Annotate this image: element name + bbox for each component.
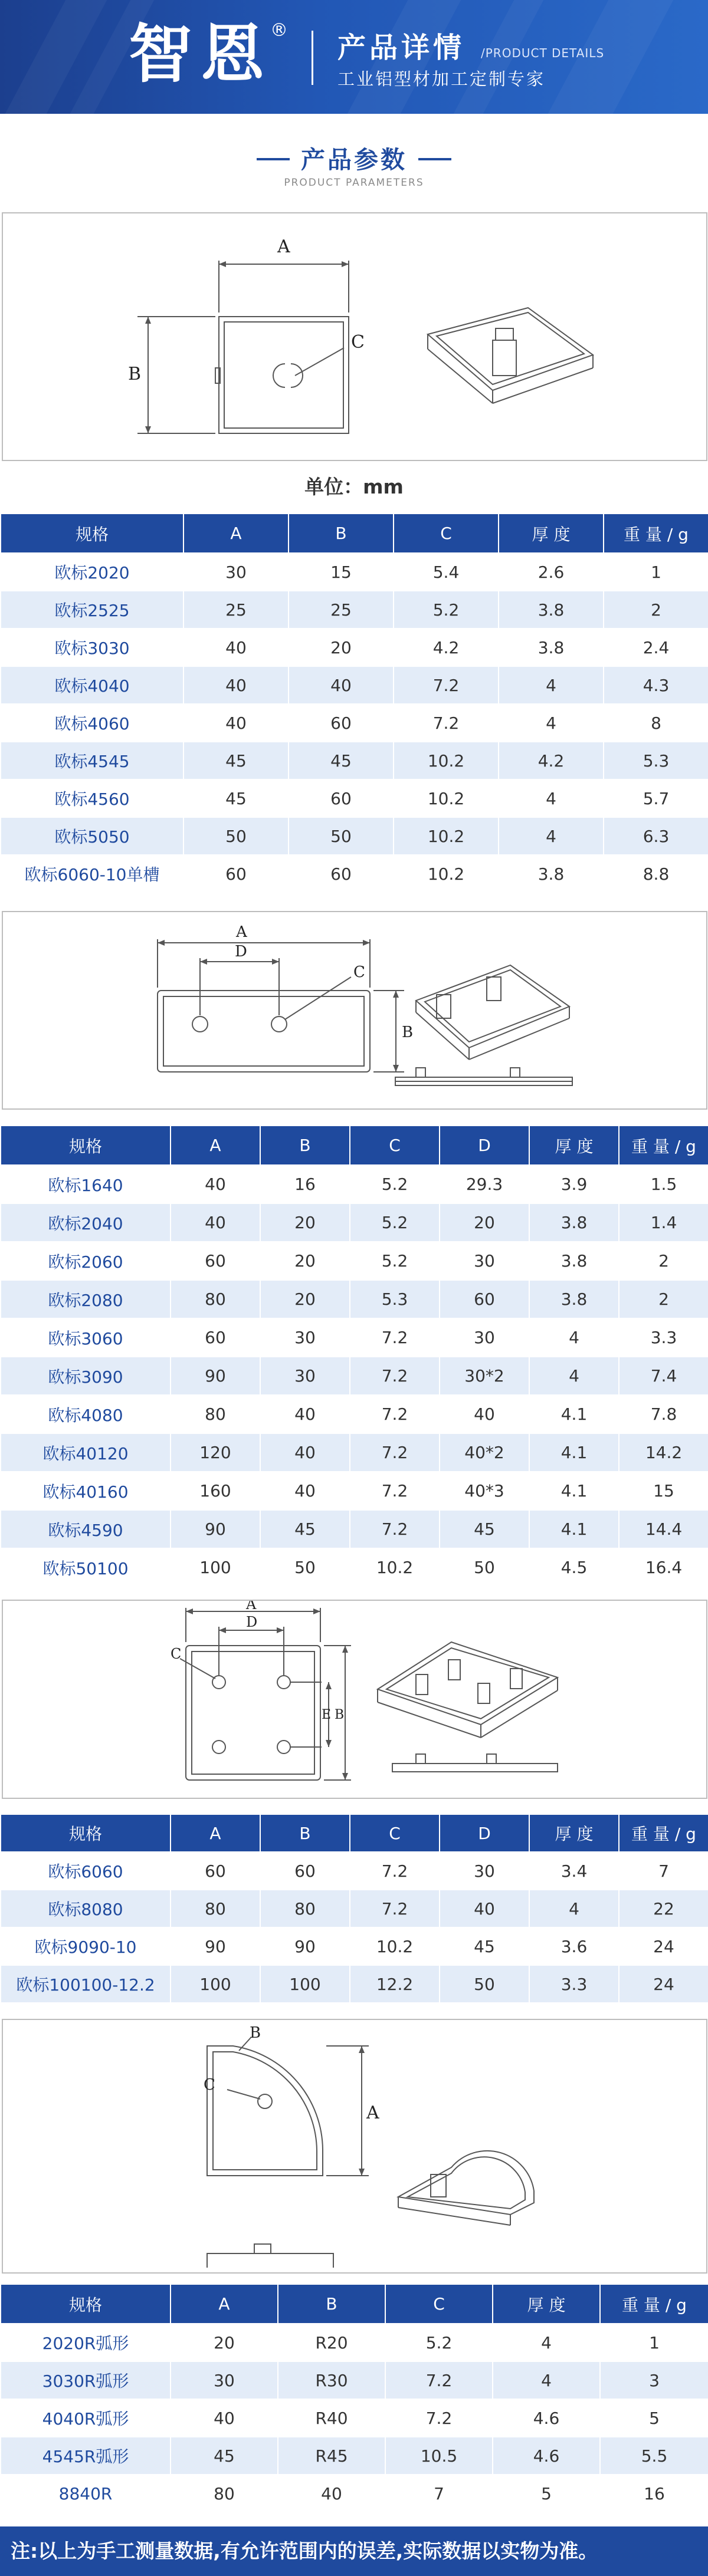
column-header: 重 量 / g (600, 2284, 708, 2324)
value-cell: 30 (260, 1357, 350, 1395)
column-header: A (171, 2284, 278, 2324)
value-cell: R30 (278, 2361, 385, 2399)
value-cell: 10.2 (350, 1548, 440, 1587)
value-cell: 100 (260, 1965, 350, 2003)
value-cell: 4.2 (394, 629, 499, 666)
column-header: 规格 (1, 2284, 171, 2324)
value-cell: 90 (171, 1357, 260, 1395)
spec-name-cell: 欧标50100 (1, 1548, 171, 1587)
value-cell: 16 (260, 1165, 350, 1203)
dim-label-a: A (246, 1601, 257, 1613)
section-title (0, 140, 708, 175)
table-header-row (1, 1126, 708, 1165)
column-header: 厚 度 (499, 514, 604, 553)
value-cell: 7.2 (350, 1357, 440, 1395)
table-row (1, 1395, 708, 1433)
value-cell: 7.2 (394, 704, 499, 742)
value-cell: 7.2 (350, 1852, 440, 1890)
value-cell: 1 (600, 2324, 708, 2361)
column-header: B (260, 1126, 350, 1165)
section-subtitle: PRODUCT PARAMETERS (284, 177, 424, 189)
spec-name-cell: 欧标2060 (1, 1242, 171, 1280)
value-cell: 20 (260, 1242, 350, 1280)
value-cell: 30 (260, 1318, 350, 1357)
value-cell: 7.2 (350, 1472, 440, 1510)
header-banner (0, 0, 708, 114)
column-header: B (260, 1814, 350, 1852)
value-cell: 45 (260, 1510, 350, 1548)
value-cell: 4.3 (604, 666, 708, 704)
value-cell: 30*2 (440, 1357, 529, 1395)
value-cell: 50 (440, 1548, 529, 1587)
title-line-left (257, 158, 290, 160)
value-cell: 5.2 (385, 2324, 493, 2361)
value-cell: 50 (183, 817, 289, 855)
arc-cap-drawing (3, 2020, 706, 2272)
table-row (1, 1472, 708, 1510)
table-row (1, 1852, 708, 1890)
table-row (1, 704, 708, 742)
value-cell: 7.2 (350, 1395, 440, 1433)
table-row (1, 666, 708, 704)
value-cell: 5.3 (350, 1280, 440, 1318)
spec-name-cell: 欧标6060-10单槽 (1, 855, 183, 893)
table-row (1, 1318, 708, 1357)
value-cell: 4.5 (529, 1548, 619, 1587)
value-cell: 3.6 (529, 1927, 619, 1965)
table-row (1, 2475, 708, 2512)
dim-label-c: C (353, 963, 365, 981)
table-row (1, 779, 708, 817)
table-row (1, 2399, 708, 2437)
spec-name-cell: 欧标4560 (1, 779, 183, 817)
value-cell: 50 (289, 817, 394, 855)
value-cell: 4.6 (493, 2437, 600, 2475)
value-cell: R45 (278, 2437, 385, 2475)
table-row (1, 2324, 708, 2361)
drawing-rect-cap (2, 911, 707, 1110)
spec-name-cell: 4040R弧形 (1, 2399, 171, 2437)
header-divider (312, 31, 313, 85)
value-cell: 10.5 (385, 2437, 493, 2475)
spec-name-cell: 3030R弧形 (1, 2361, 171, 2399)
drawing-arc-cap (2, 2019, 707, 2274)
table-header-row (1, 514, 708, 553)
table-row (1, 553, 708, 591)
value-cell: 40 (183, 704, 289, 742)
spec-name-cell: 欧标5050 (1, 817, 183, 855)
spec-name-cell: 欧标2020 (1, 553, 183, 591)
spec-name-cell: 欧标8080 (1, 1890, 171, 1927)
spec-name-cell: 欧标4545 (1, 742, 183, 779)
table-row (1, 855, 708, 893)
value-cell: 60 (440, 1280, 529, 1318)
column-header: A (171, 1126, 260, 1165)
value-cell: 4 (499, 817, 604, 855)
dim-label-b: B (250, 2024, 261, 2042)
rect-cap-drawing (3, 912, 706, 1108)
column-header: 规格 (1, 1126, 171, 1165)
column-header: D (440, 1126, 529, 1165)
value-cell: 40 (171, 2399, 278, 2437)
value-cell: 3.3 (529, 1965, 619, 2003)
value-cell: 5.4 (394, 553, 499, 591)
value-cell: 40 (171, 1203, 260, 1242)
value-cell: 10.2 (394, 742, 499, 779)
spec-name-cell: 欧标6060 (1, 1852, 171, 1890)
value-cell: 3 (600, 2361, 708, 2399)
value-cell: 3.4 (529, 1852, 619, 1890)
value-cell: 20 (440, 1203, 529, 1242)
value-cell: 5.5 (600, 2437, 708, 2475)
spec-name-cell: 2020R弧形 (1, 2324, 171, 2361)
value-cell: 16.4 (619, 1548, 708, 1587)
value-cell: 30 (183, 553, 289, 591)
value-cell: 14.2 (619, 1433, 708, 1472)
spec-table-arc (0, 2284, 708, 2513)
table-row (1, 1280, 708, 1318)
table-header-row (1, 2284, 708, 2324)
table-row (1, 1165, 708, 1203)
value-cell: 30 (440, 1318, 529, 1357)
value-cell: 7.2 (350, 1510, 440, 1548)
value-cell: 40*3 (440, 1472, 529, 1510)
value-cell: 3.3 (619, 1318, 708, 1357)
value-cell: 3.8 (499, 855, 604, 893)
value-cell: 60 (289, 779, 394, 817)
value-cell: 45 (289, 742, 394, 779)
value-cell: 3.9 (529, 1165, 619, 1203)
value-cell: 4 (493, 2324, 600, 2361)
column-header: 厚 度 (529, 1126, 619, 1165)
value-cell: 7 (619, 1852, 708, 1890)
dim-label-c: C (171, 1646, 182, 1662)
value-cell: 80 (171, 1280, 260, 1318)
value-cell: 30 (440, 1242, 529, 1280)
value-cell: 80 (171, 2475, 278, 2512)
value-cell: 7.8 (619, 1395, 708, 1433)
dim-label-a: A (366, 2103, 379, 2123)
spec-table-four-slot (0, 1814, 708, 2003)
value-cell: 90 (260, 1927, 350, 1965)
table-row (1, 1890, 708, 1927)
value-cell: 24 (619, 1927, 708, 1965)
dim-label-e: E (322, 1708, 332, 1722)
spec-name-cell: 欧标3060 (1, 1318, 171, 1357)
value-cell: 45 (440, 1510, 529, 1548)
column-header: 重 量 / g (619, 1126, 708, 1165)
value-cell: 4.1 (529, 1433, 619, 1472)
spec-name-cell: 欧标2040 (1, 1203, 171, 1242)
value-cell: 1.4 (619, 1203, 708, 1242)
header-slogan: 工业铝型材加工定制专家 (337, 69, 546, 89)
value-cell: 30 (171, 2361, 278, 2399)
value-cell: 7.2 (350, 1433, 440, 1472)
spec-name-cell: 欧标2525 (1, 591, 183, 629)
table-row (1, 1433, 708, 1472)
value-cell: 20 (171, 2324, 278, 2361)
value-cell: 5.2 (350, 1203, 440, 1242)
table-body (1, 2324, 708, 2512)
value-cell: 22 (619, 1890, 708, 1927)
value-cell: 7.2 (350, 1890, 440, 1927)
spec-name-cell: 8840R (1, 2475, 171, 2512)
value-cell: 16 (600, 2475, 708, 2512)
table-row (1, 2437, 708, 2475)
value-cell: R40 (278, 2399, 385, 2437)
value-cell: 45 (183, 779, 289, 817)
value-cell: 5 (493, 2475, 600, 2512)
value-cell: 40 (260, 1395, 350, 1433)
header-title: 产品详情 (337, 31, 466, 64)
drawing-square-cap (2, 212, 707, 461)
value-cell: 24 (619, 1965, 708, 2003)
dim-label-c: C (351, 332, 365, 353)
table-row (1, 1357, 708, 1395)
value-cell: 40 (440, 1890, 529, 1927)
value-cell: 5.2 (350, 1165, 440, 1203)
value-cell: 60 (171, 1318, 260, 1357)
column-header: C (350, 1814, 440, 1852)
table-row (1, 591, 708, 629)
registered-mark: ® (270, 20, 288, 41)
value-cell: 4 (499, 704, 604, 742)
column-header: C (394, 514, 499, 553)
value-cell: 4.2 (499, 742, 604, 779)
value-cell: 90 (171, 1510, 260, 1548)
spec-name-cell: 欧标4040 (1, 666, 183, 704)
spec-name-cell: 欧标1640 (1, 1165, 171, 1203)
value-cell: 4.1 (529, 1395, 619, 1433)
value-cell: 3.8 (529, 1242, 619, 1280)
value-cell: 10.2 (394, 779, 499, 817)
value-cell: 90 (171, 1927, 260, 1965)
header-title-en: /PRODUCT DETAILS (481, 46, 605, 60)
value-cell: 3.8 (529, 1280, 619, 1318)
table-row (1, 1510, 708, 1548)
column-header: 重 量 / g (619, 1814, 708, 1852)
value-cell: 60 (171, 1852, 260, 1890)
value-cell: 5.2 (394, 591, 499, 629)
value-cell: 12.2 (350, 1965, 440, 2003)
four-slot-cap-drawing (3, 1601, 706, 1798)
value-cell: 60 (289, 704, 394, 742)
spec-name-cell: 欧标40160 (1, 1472, 171, 1510)
value-cell: 60 (260, 1852, 350, 1890)
value-cell: 4 (499, 666, 604, 704)
value-cell: R20 (278, 2324, 385, 2361)
value-cell: 40 (183, 629, 289, 666)
footer-disclaimer: 注:以上为手工测量数据,有允许范围内的误差,实际数据以实物为准。 (0, 2526, 708, 2576)
spec-name-cell: 欧标3030 (1, 629, 183, 666)
table-row (1, 1965, 708, 2003)
column-header: 规格 (1, 1814, 171, 1852)
column-header: 厚 度 (529, 1814, 619, 1852)
value-cell: 40 (260, 1433, 350, 1472)
value-cell: 30 (440, 1852, 529, 1890)
section-title-text: 产品参数 (301, 146, 407, 174)
table-body (1, 1852, 708, 2003)
table-row (1, 1927, 708, 1965)
value-cell: 7 (385, 2475, 493, 2512)
value-cell: 40 (289, 666, 394, 704)
spec-name-cell: 欧标4590 (1, 1510, 171, 1548)
column-header: C (350, 1126, 440, 1165)
dim-label-d: D (246, 1614, 258, 1630)
spec-name-cell: 4545R弧形 (1, 2437, 171, 2475)
column-header: 规格 (1, 514, 183, 553)
table-row (1, 1548, 708, 1587)
dim-label-b: B (335, 1708, 345, 1722)
value-cell: 5.2 (350, 1242, 440, 1280)
value-cell: 6.3 (604, 817, 708, 855)
value-cell: 40 (278, 2475, 385, 2512)
value-cell: 4.6 (493, 2399, 600, 2437)
value-cell: 4 (529, 1357, 619, 1395)
value-cell: 25 (183, 591, 289, 629)
value-cell: 5 (600, 2399, 708, 2437)
value-cell: 120 (171, 1433, 260, 1472)
title-line-right (418, 158, 451, 160)
value-cell: 3.8 (529, 1203, 619, 1242)
table-row (1, 1242, 708, 1280)
dim-label-b: B (128, 364, 142, 384)
value-cell: 29.3 (440, 1165, 529, 1203)
column-header: B (289, 514, 394, 553)
column-header: D (440, 1814, 529, 1852)
column-header: B (278, 2284, 385, 2324)
value-cell: 4 (529, 1318, 619, 1357)
value-cell: 60 (289, 855, 394, 893)
table-row (1, 742, 708, 779)
value-cell: 40 (183, 666, 289, 704)
column-header: 重 量 / g (604, 514, 708, 553)
value-cell: 7.2 (385, 2361, 493, 2399)
value-cell: 40*2 (440, 1433, 529, 1472)
value-cell: 45 (440, 1927, 529, 1965)
value-cell: 2.6 (499, 553, 604, 591)
value-cell: 50 (440, 1965, 529, 2003)
table-header-row (1, 1814, 708, 1852)
column-header: A (171, 1814, 260, 1852)
value-cell: 3.8 (499, 629, 604, 666)
spec-name-cell: 欧标4060 (1, 704, 183, 742)
value-cell: 4 (499, 779, 604, 817)
spec-name-cell: 欧标2080 (1, 1280, 171, 1318)
brand-logo-text: 智恩 (129, 18, 273, 91)
table-body (1, 553, 708, 893)
value-cell: 100 (171, 1965, 260, 2003)
spec-name-cell: 欧标100100-12.2 (1, 1965, 171, 2003)
dim-label-c: C (204, 2076, 215, 2094)
value-cell: 25 (289, 591, 394, 629)
value-cell: 45 (171, 2437, 278, 2475)
spec-name-cell: 欧标40120 (1, 1433, 171, 1472)
dim-label-a: A (236, 923, 247, 941)
table-row (1, 817, 708, 855)
value-cell: 10.2 (350, 1927, 440, 1965)
table-row (1, 1203, 708, 1242)
table-body (1, 1165, 708, 1587)
value-cell: 10.2 (394, 855, 499, 893)
spec-name-cell: 欧标4080 (1, 1395, 171, 1433)
value-cell: 50 (260, 1548, 350, 1587)
value-cell: 60 (183, 855, 289, 893)
value-cell: 45 (183, 742, 289, 779)
value-cell: 80 (171, 1890, 260, 1927)
value-cell: 1 (604, 553, 708, 591)
value-cell: 40 (440, 1395, 529, 1433)
dim-label-a: A (277, 236, 290, 257)
table-row (1, 2361, 708, 2399)
value-cell: 4.1 (529, 1510, 619, 1548)
unit-label: 单位：mm (304, 475, 404, 498)
drawing-four-slot-cap (2, 1600, 707, 1799)
value-cell: 8 (604, 704, 708, 742)
square-cap-drawing (3, 213, 706, 460)
value-cell: 7.4 (619, 1357, 708, 1395)
value-cell: 2 (619, 1280, 708, 1318)
value-cell: 40 (171, 1165, 260, 1203)
value-cell: 4.1 (529, 1472, 619, 1510)
spec-name-cell: 欧标3090 (1, 1357, 171, 1395)
value-cell: 5.3 (604, 742, 708, 779)
spec-table-rect (0, 1125, 708, 1587)
table-row (1, 629, 708, 666)
value-cell: 5.7 (604, 779, 708, 817)
dim-label-d: D (235, 943, 247, 960)
value-cell: 14.4 (619, 1510, 708, 1548)
value-cell: 15 (289, 553, 394, 591)
value-cell: 4 (493, 2361, 600, 2399)
column-header: C (385, 2284, 493, 2324)
column-header: 厚 度 (493, 2284, 600, 2324)
dim-label-b: B (402, 1024, 414, 1041)
value-cell: 8.8 (604, 855, 708, 893)
spec-name-cell: 欧标9090-10 (1, 1927, 171, 1965)
value-cell: 80 (260, 1890, 350, 1927)
value-cell: 7.2 (394, 666, 499, 704)
column-header: A (183, 514, 289, 553)
value-cell: 80 (171, 1395, 260, 1433)
value-cell: 4 (529, 1890, 619, 1927)
value-cell: 3.8 (499, 591, 604, 629)
value-cell: 20 (260, 1280, 350, 1318)
value-cell: 2 (619, 1242, 708, 1280)
value-cell: 100 (171, 1548, 260, 1587)
value-cell: 20 (260, 1203, 350, 1242)
value-cell: 2.4 (604, 629, 708, 666)
value-cell: 1.5 (619, 1165, 708, 1203)
value-cell: 2 (604, 591, 708, 629)
value-cell: 15 (619, 1472, 708, 1510)
value-cell: 10.2 (394, 817, 499, 855)
value-cell: 20 (289, 629, 394, 666)
value-cell: 60 (171, 1242, 260, 1280)
value-cell: 7.2 (350, 1318, 440, 1357)
spec-table-square (0, 513, 708, 893)
value-cell: 40 (260, 1472, 350, 1510)
value-cell: 160 (171, 1472, 260, 1510)
value-cell: 7.2 (385, 2399, 493, 2437)
